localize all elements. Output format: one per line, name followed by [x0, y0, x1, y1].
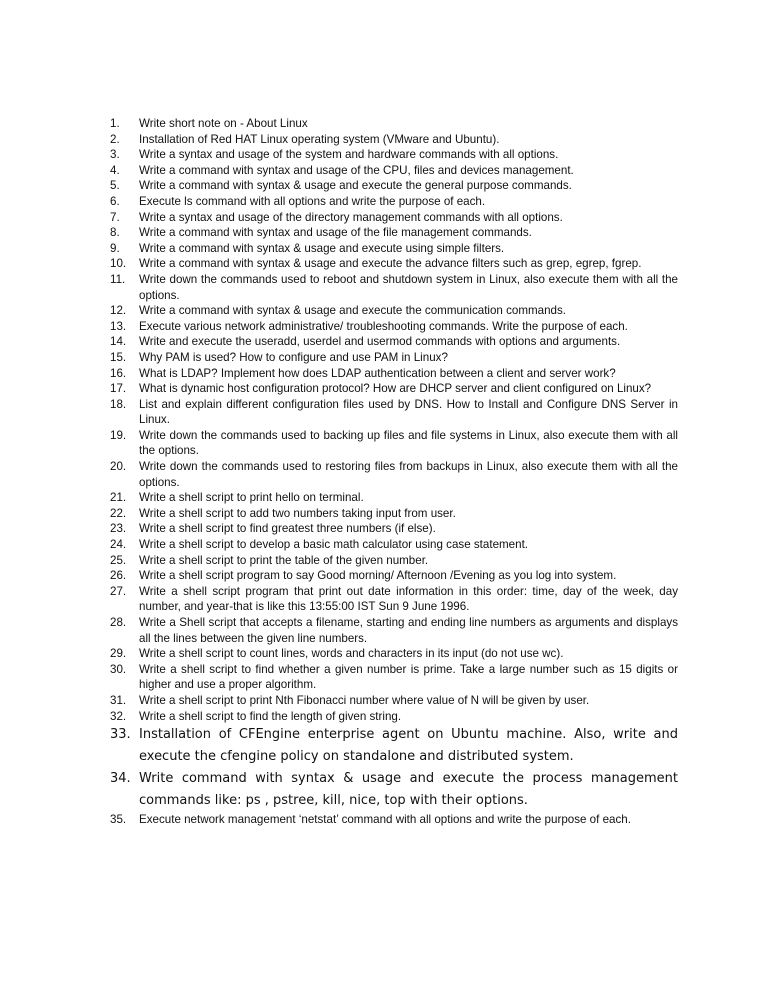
list-item	[110, 163, 678, 179]
item-number: 11.	[110, 272, 126, 286]
list-item	[110, 397, 678, 428]
item-text: Write a command with syntax & usage and execute the advance filters such as grep, egrep, fgrep.	[139, 257, 642, 271]
practical-list	[110, 116, 678, 828]
list-item	[110, 521, 678, 537]
item-text: Write a Shell script that accepts a filename, starting and ending line numbers as arguments and displays all the lines between the given line numbers.	[139, 616, 678, 645]
item-number: 31.	[110, 693, 127, 707]
item-number: 17.	[110, 382, 127, 396]
item-text: Write a command with syntax & usage and execute the general purpose commands.	[139, 179, 572, 193]
item-number: 19.	[110, 428, 127, 442]
list-item	[110, 366, 678, 382]
item-number: 13.	[110, 319, 127, 333]
list-item	[110, 812, 678, 828]
list-item	[110, 350, 678, 366]
item-number: 30.	[110, 662, 127, 676]
item-text: Write a syntax and usage of the directory management commands with all options.	[139, 210, 563, 224]
list-item	[110, 693, 678, 709]
item-number: 33.	[110, 727, 131, 743]
item-text: Write a shell script program that print out date information in this order: time, day of the week, day number, and year-that is like this 13:55:00 IST Sun 9 June 1996.	[139, 584, 678, 614]
item-number: 27.	[110, 584, 127, 598]
item-text: Execute network management ‘netstat’ command with all options and write the purpose of each.	[139, 813, 631, 827]
list-item	[110, 490, 678, 506]
list-item	[110, 553, 678, 569]
item-number: 32.	[110, 709, 127, 723]
item-number: 21.	[110, 491, 127, 505]
item-number: 12.	[110, 304, 127, 318]
list-item	[110, 646, 678, 662]
list-item	[110, 194, 678, 210]
item-text: Write short note on - About Linux	[139, 117, 308, 130]
item-number: 6.	[110, 194, 120, 208]
item-number: 5.	[110, 179, 120, 193]
item-text: Write command with syntax & usage and execute the process management commands like: ps , pstree, kill, nice, top with their options.	[139, 771, 678, 809]
item-text: Why PAM is used? How to configure and use PAM in Linux?	[139, 350, 448, 364]
item-number: 9.	[110, 241, 120, 255]
item-number: 2.	[110, 132, 120, 146]
list-item	[110, 303, 678, 319]
item-text: Write a syntax and usage of the system and hardware commands with all options.	[139, 148, 559, 162]
item-text: Write a shell script to print hello on terminal.	[139, 491, 364, 505]
item-text: Execute various network administrative/ troubleshooting commands. Write the purpose of each.	[139, 319, 628, 333]
item-text: Write a command with syntax and usage of the CPU, files and devices management.	[139, 163, 574, 177]
item-number: 34.	[110, 771, 131, 787]
item-number: 35.	[110, 813, 127, 827]
item-number: 24.	[110, 538, 127, 552]
item-text: What is dynamic host configuration protocol? How are DHCP server and client configured on Linux?	[139, 382, 652, 396]
list-item	[110, 272, 678, 303]
item-text: Write a shell script to count lines, words and characters in its input (do not use wc).	[139, 647, 564, 661]
item-number: 20.	[110, 460, 127, 474]
item-text: What is LDAP? Implement how does LDAP authentication between a client and server work?	[139, 366, 616, 380]
item-text: Write a shell script to print the table of the given number.	[139, 553, 429, 567]
list-item	[110, 147, 678, 163]
list-item	[110, 768, 678, 812]
item-text: Write a shell script program to say Good morning/ Afternoon /Evening as you log into system.	[139, 569, 617, 583]
list-item	[110, 225, 678, 241]
list-item	[110, 615, 678, 646]
item-number: 16.	[110, 366, 127, 380]
list-item	[110, 334, 678, 350]
list-item	[110, 210, 678, 226]
item-number: 22.	[110, 506, 127, 520]
list-item	[110, 584, 678, 615]
item-text: Write a shell script to find the length of given string.	[139, 709, 402, 723]
item-text: Write a command with syntax & usage and execute using simple filters.	[139, 241, 505, 255]
item-number: 7.	[110, 210, 120, 224]
item-text: Installation of Red HAT Linux operating system (VMware and Ubuntu).	[139, 132, 500, 146]
item-text: Write down the commands used to reboot and shutdown system in Linux, also execute them with all the options.	[139, 272, 678, 302]
list-item	[110, 178, 678, 194]
item-text: Write and execute the useradd, userdel and usermod commands with options and arguments.	[139, 335, 621, 349]
item-number: 25.	[110, 553, 127, 567]
item-text: Write a command with syntax & usage and execute the communication commands.	[139, 304, 567, 318]
list-item	[110, 241, 678, 257]
list-item	[110, 709, 678, 725]
item-text: Write a shell script to develop a basic math calculator using case statement.	[139, 538, 529, 552]
item-number: 15.	[110, 350, 127, 364]
item-number: 23.	[110, 522, 127, 536]
item-text: Write a shell script to add two numbers taking input from user.	[139, 506, 456, 520]
item-text: Write a shell script to find whether a given number is prime. Take a large number such as 15 digits or higher and use a proper algorithm.	[139, 662, 678, 692]
item-number: 14.	[110, 335, 127, 349]
item-text: Write a shell script to find greatest three numbers (if else).	[139, 522, 436, 536]
item-text: Write a shell script to print Nth Fibonacci number where value of N will be given by user.	[139, 693, 590, 707]
item-text: List and explain different configuration files used by DNS. How to Install and Configure DNS Server in Linux.	[139, 397, 678, 427]
list-item	[110, 381, 678, 397]
item-number: 3.	[110, 148, 120, 162]
item-number: 10.	[110, 257, 127, 271]
list-item	[110, 724, 678, 768]
list-item	[110, 428, 678, 459]
list-item	[110, 132, 678, 148]
list-item	[110, 506, 678, 522]
item-number: 26.	[110, 569, 127, 583]
item-text: Write down the commands used to backing up files and file systems in Linux, also execute them with all the options.	[139, 428, 678, 458]
item-number: 4.	[110, 163, 120, 177]
list-item	[110, 537, 678, 553]
item-number: 8.	[110, 226, 120, 240]
item-text: Write down the commands used to restoring files from backups in Linux, also execute them with all the options.	[139, 460, 678, 489]
item-number: 18.	[110, 397, 127, 411]
item-text: Execute ls command with all options and write the purpose of each.	[139, 194, 486, 208]
list-item	[110, 319, 678, 335]
list-item	[110, 459, 678, 490]
list-item	[110, 568, 678, 584]
item-number: 1.	[110, 117, 120, 130]
item-text: Installation of CFEngine enterprise agent on Ubuntu machine. Also, write and execute the cfengine policy on standalone and distributed system.	[139, 727, 678, 765]
item-number: 28.	[110, 616, 127, 629]
list-item	[110, 116, 678, 132]
item-number: 29.	[110, 647, 127, 661]
list-item	[110, 662, 678, 693]
item-text: Write a command with syntax and usage of the file management commands.	[139, 226, 532, 240]
list-item	[110, 256, 678, 272]
